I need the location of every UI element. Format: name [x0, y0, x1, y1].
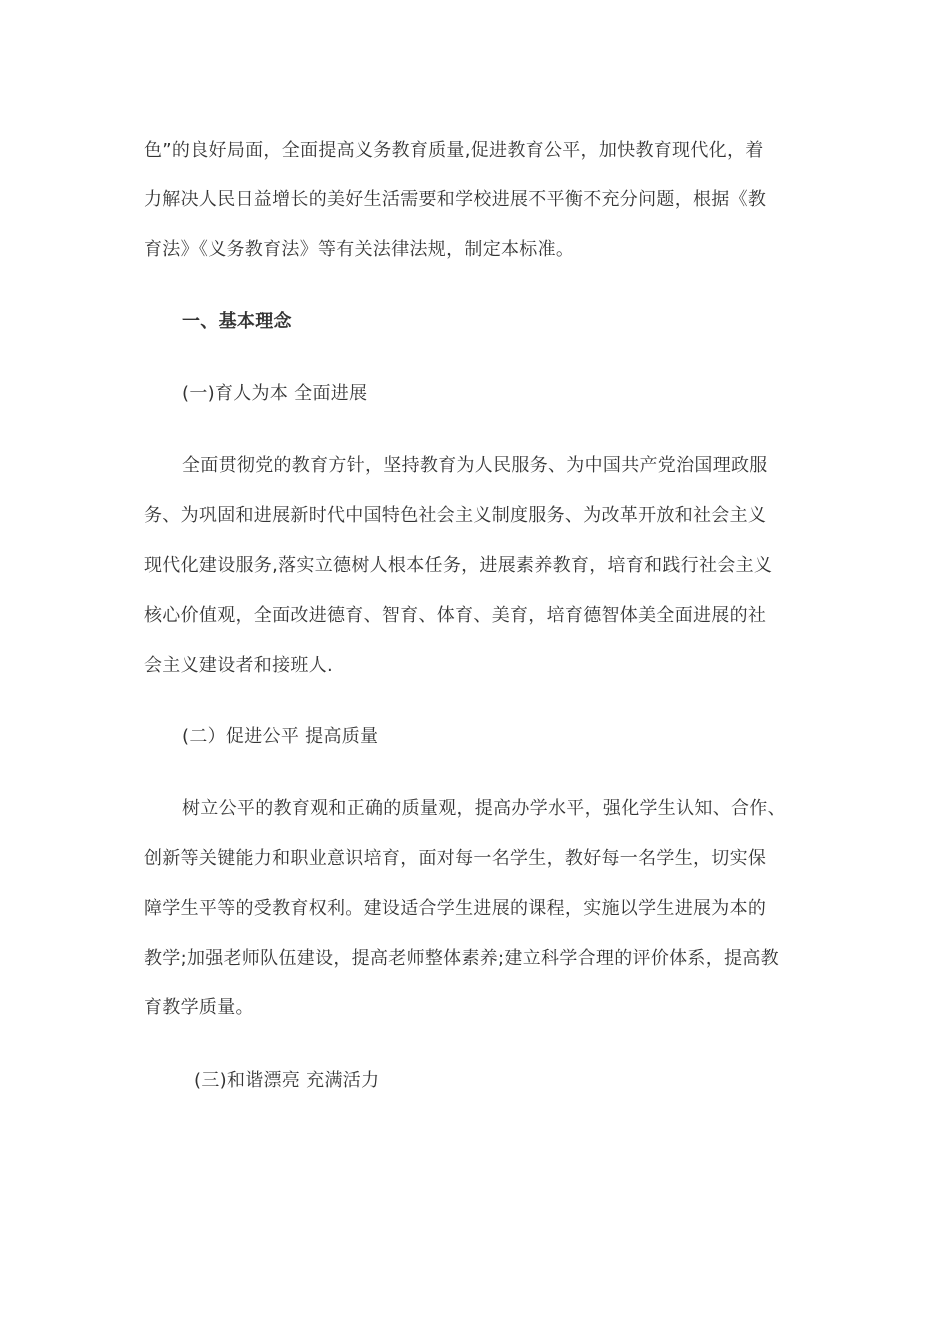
section-heading-basic-principles: 一、基本理念 — [182, 311, 292, 332]
sub1-paragraph-line-3: 现代化建设服务,落实立德树人根本任务，进展素养教育，培育和践行社会主义 — [144, 555, 773, 576]
sub1-paragraph-line-5: 会主义建设者和接班人. — [144, 655, 334, 676]
subsection-heading-1: (一)育人为本 全面进展 — [182, 383, 368, 404]
intro-line-3: 育法》《义务教育法》等有关法律法规，制定本标准。 — [144, 239, 575, 260]
intro-line-1: 色”的良好局面，全面提高义务教育质量,促进教育公平，加快教育现代化，着 — [144, 140, 764, 161]
sub1-paragraph-line-2: 务、为巩固和进展新时代中国特色社会主义制度服务、为改革开放和社会主义 — [144, 505, 767, 526]
sub2-paragraph-line-3: 障学生平等的受教育权利。建设适合学生进展的课程，实施以学生进展为本的 — [144, 898, 767, 919]
subsection-heading-2: (二）促进公平 提高质量 — [182, 726, 379, 747]
intro-line-2: 力解决人民日益增长的美好生活需要和学校进展不平衡不充分问题，根据《教 — [144, 189, 767, 210]
sub1-paragraph-line-1: 全面贯彻党的教育方针，坚持教育为人民服务、为中国共产党治国理政服 — [182, 455, 768, 476]
sub2-paragraph-line-5: 育教学质量。 — [144, 997, 254, 1018]
sub2-paragraph-line-2: 创新等关键能力和职业意识培育，面对每一名学生，教好每一名学生，切实保 — [144, 848, 767, 869]
sub2-paragraph-line-1: 树立公平的教育观和正确的质量观，提高办学水平，强化学生认知、合作、 — [182, 798, 786, 819]
subsection-heading-3: (三)和谐漂亮 充满活力 — [194, 1070, 380, 1091]
sub1-paragraph-line-4: 核心价值观，全面改进德育、智育、体育、美育，培育德智体美全面进展的社 — [144, 605, 767, 626]
sub2-paragraph-line-4: 教学;加强老师队伍建设，提高老师整体素养;建立科学合理的评价体系，提高教 — [144, 948, 779, 969]
